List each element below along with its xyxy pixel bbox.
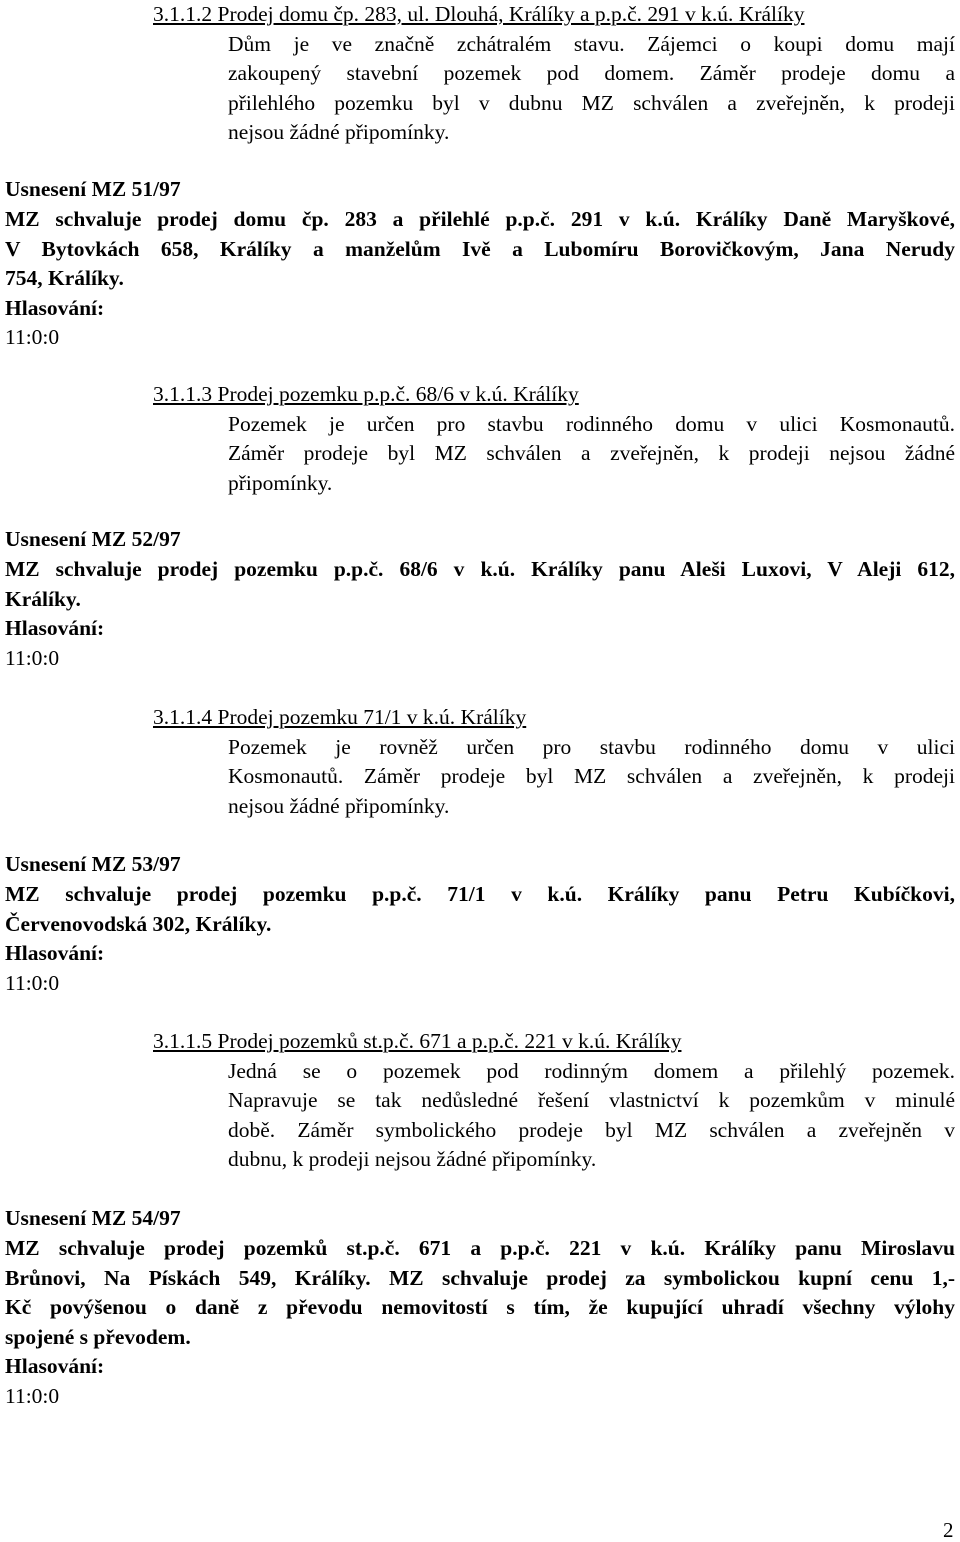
resolution-line: MZ schvaluje prodej pozemků st.p.č. 671 a p.p.č. 221 v k.ú. Králíky panu Miroslavu: [5, 1236, 955, 1260]
body-line: Jedná se o pozemek pod rodinným domem a přilehlý pozemek.: [228, 1058, 955, 1083]
vote-label: Hlasování:: [5, 1354, 105, 1378]
resolution-line: Kč povýšenou o daně z převodu nemovitostí s tím, že kupující uhradí všechny výlohy: [5, 1295, 955, 1319]
resolution-title: Usnesení MZ 53/97: [5, 852, 181, 876]
body-line: nejsou žádné připomínky.: [228, 120, 450, 144]
vote-result: 11:0:0: [5, 970, 60, 995]
resolution-line: Brůnovi, Na Pískách 549, Králíky. MZ schvaluje prodej za symbolickou kupní cenu 1,-: [5, 1265, 955, 1290]
resolution-line: MZ schvaluje prodej pozemku p.p.č. 71/1 v k.ú. Králíky panu Petru Kubíčkovi,: [5, 882, 955, 906]
page-number: 2: [943, 1518, 954, 1542]
body-line: Záměr prodeje byl MZ schválen a zveřejněn, k prodeji nejsou žádné: [228, 441, 955, 465]
section-heading: 3.1.1.3 Prodej pozemku p.p.č. 68/6 v k.ú. Králíky: [153, 382, 579, 406]
section-heading: 3.1.1.2 Prodej domu čp. 283, ul. Dlouhá, Králíky a p.p.č. 291 v k.ú. Králíky: [153, 2, 805, 26]
resolution-line: Červenovodská 302, Králíky.: [5, 911, 272, 936]
vote-label: Hlasování:: [5, 295, 105, 320]
body-line: zakoupený stavební pozemek pod domem. Záměr prodeje domu a: [228, 61, 955, 85]
resolution-title: Usnesení MZ 51/97: [5, 177, 181, 201]
resolution-title: Usnesení MZ 52/97: [5, 527, 181, 551]
body-line: Kosmonautů. Záměr prodeje byl MZ schválen a zveřejněn, k prodeji: [228, 764, 955, 788]
vote-result: 11:0:0: [5, 1383, 60, 1408]
resolution-line: MZ schvaluje prodej domu čp. 283 a přilehlé p.p.č. 291 v k.ú. Králíky Daně Maryškové,: [5, 207, 955, 231]
section-heading: 3.1.1.4 Prodej pozemku 71/1 v k.ú. Králíky: [153, 705, 527, 729]
body-line: dubnu, k prodeji nejsou žádné připomínky.: [228, 1147, 597, 1171]
resolution-line: 754, Králíky.: [5, 266, 124, 290]
body-line: Dům je ve značně zchátralém stavu. Zájemci o koupi domu mají: [228, 31, 955, 56]
resolution-line: MZ schvaluje prodej pozemku p.p.č. 68/6 v k.ú. Králíky panu Aleši Luxovi, V Aleji 612,: [5, 557, 955, 581]
body-line: přilehlého pozemku byl v dubnu MZ schválen a zveřejněn, k prodeji: [228, 90, 955, 115]
body-line: Pozemek je rovněž určen pro stavbu rodinného domu v ulici: [228, 734, 955, 759]
vote-result: 11:0:0: [5, 645, 60, 670]
body-line: nejsou žádné připomínky.: [228, 793, 450, 818]
body-line: Pozemek je určen pro stavbu rodinného domu v ulici Kosmonautů.: [228, 411, 955, 436]
body-line: době. Záměr symbolického prodeje byl MZ schválen a zveřejněn v: [228, 1117, 955, 1142]
body-line: Napravuje se tak nedůsledné řešení vlastnictví k pozemkům v minulé: [228, 1088, 955, 1112]
resolution-line: spojené s převodem.: [5, 1324, 191, 1349]
vote-label: Hlasování:: [5, 616, 105, 640]
section-heading: 3.1.1.5 Prodej pozemků st.p.č. 671 a p.p.č. 221 v k.ú. Králíky: [153, 1029, 682, 1053]
resolution-line: Králíky.: [5, 586, 81, 611]
resolution-line: V Bytovkách 658, Králíky a manželům Ivě a Lubomíru Borovičkovým, Jana Nerudy: [5, 236, 955, 261]
resolution-title: Usnesení MZ 54/97: [5, 1206, 181, 1230]
vote-label: Hlasování:: [5, 941, 105, 965]
body-line: připomínky.: [228, 470, 333, 495]
vote-result: 11:0:0: [5, 325, 60, 349]
